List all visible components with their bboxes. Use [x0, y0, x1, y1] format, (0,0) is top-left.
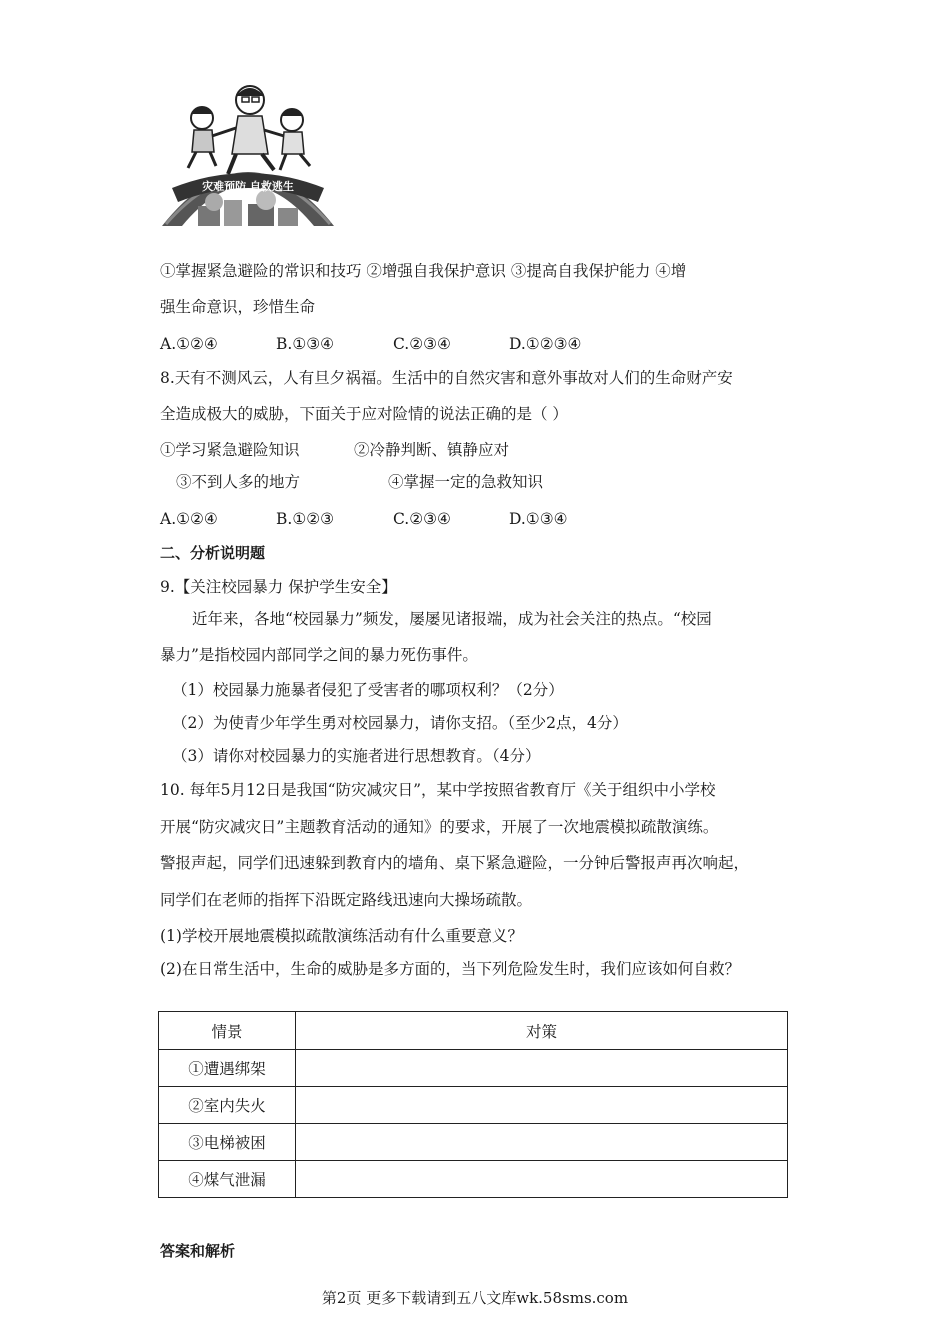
- q8-line2: 全造成极大的威胁，下面关于应对险情的说法正确的是（ ）: [160, 405, 568, 423]
- table-row: [159, 1161, 788, 1198]
- q10-line3: 警报声起，同学们迅速躲到教育内的墙角、桌下紧急避险，一分钟后警报声再次响起，: [160, 854, 750, 872]
- table-row: [159, 1124, 788, 1161]
- q9-para-line2: 暴力”是指校园内部同学之间的暴力死伤事件。: [160, 646, 478, 664]
- self-rescue-table: [158, 1011, 788, 1198]
- table-row: [159, 1050, 788, 1087]
- q9-sub3: （3）请你对校园暴力的实施者进行思想教育。（4分）: [172, 747, 541, 765]
- q10-line4: 同学们在老师的指挥下沿既定路线迅速向大操场疏散。: [160, 891, 533, 909]
- table-header-row: [159, 1012, 788, 1050]
- table-cell-scenario: ④煤气泄漏: [159, 1161, 296, 1198]
- banner-text: 灾难预防 自救逃生: [202, 180, 294, 193]
- q8-option-2: ②冷静判断、镇静应对: [354, 441, 510, 459]
- table-cell-scenario: ③电梯被困: [159, 1124, 296, 1161]
- q8-option-3: ③不到人多的地方: [176, 473, 301, 491]
- table-row: [159, 1087, 788, 1124]
- q7-options-line1: ①掌握紧急避险的常识和技巧 ②增强自我保护意识 ③提高自我保护能力 ④增: [160, 262, 687, 280]
- q8-option-4: ④掌握一定的急救知识: [388, 473, 544, 491]
- q7-choice-d: D.①②③④: [509, 335, 582, 353]
- table-header-countermeasure: 对策: [296, 1012, 788, 1050]
- q9-sub2: （2）为使青少年学生勇对校园暴力，请你支招。（至少2点，4分）: [172, 714, 628, 732]
- q9-title: 9.【关注校园暴力 保护学生安全】: [160, 578, 397, 596]
- q10-sub2: (2)在日常生活中，生命的威胁是多方面的，当下列危险发生时，我们应该如何自救？: [160, 960, 740, 978]
- q7-choice-c: C.②③④: [393, 335, 451, 353]
- q8-line1: 8.天有不测风云，人有旦夕祸福。生活中的自然灾害和意外事故对人们的生命财产安: [160, 369, 733, 387]
- q7-options-line2: 强生命意识，珍惜生命: [160, 298, 316, 316]
- q9-sub1: （1）校园暴力施暴者侵犯了受害者的哪项权利？（2分）: [172, 681, 564, 699]
- q8-choice-b: B.①②③: [276, 510, 335, 528]
- table-cell-answer[interactable]: [296, 1050, 788, 1087]
- disaster-prevention-illustration: [158, 78, 338, 240]
- q8-choice-d: D.①③④: [509, 510, 568, 528]
- table-cell-answer[interactable]: [296, 1161, 788, 1198]
- table-cell-scenario: ①遭遇绑架: [159, 1050, 296, 1087]
- page-footer: 第2页 更多下载请到五八文库wk.58sms.com: [321, 1289, 629, 1307]
- q7-choice-a: A.①②④: [160, 335, 218, 353]
- q8-option-1: ①学习紧急避险知识: [160, 441, 300, 459]
- q8-choice-a: A.①②④: [160, 510, 218, 528]
- answers-title: 答案和解析: [160, 1242, 236, 1260]
- section2-title: 二、分析说明题: [160, 544, 266, 562]
- table-cell-scenario: ②室内失火: [159, 1087, 296, 1124]
- q7-choice-b: B.①③④: [276, 335, 335, 353]
- q9-para-line1: 近年来，各地“校园暴力”频发，屡屡见诸报端，成为社会关注的热点。“校园: [192, 610, 712, 628]
- table-cell-answer[interactable]: [296, 1087, 788, 1124]
- q10-line1: 10. 每年5月12日是我国“防灾减灾日”，某中学按照省教育厅《关于组织中小学校: [160, 781, 716, 799]
- q10-line2: 开展“防灾减灾日”主题教育活动的通知》的要求，开展了一次地震模拟疏散演练。: [160, 818, 719, 836]
- table-cell-answer[interactable]: [296, 1124, 788, 1161]
- q10-sub1: (1)学校开展地震模拟疏散演练活动有什么重要意义？: [160, 927, 523, 945]
- q8-choice-c: C.②③④: [393, 510, 451, 528]
- table-header-scenario: 情景: [159, 1012, 296, 1050]
